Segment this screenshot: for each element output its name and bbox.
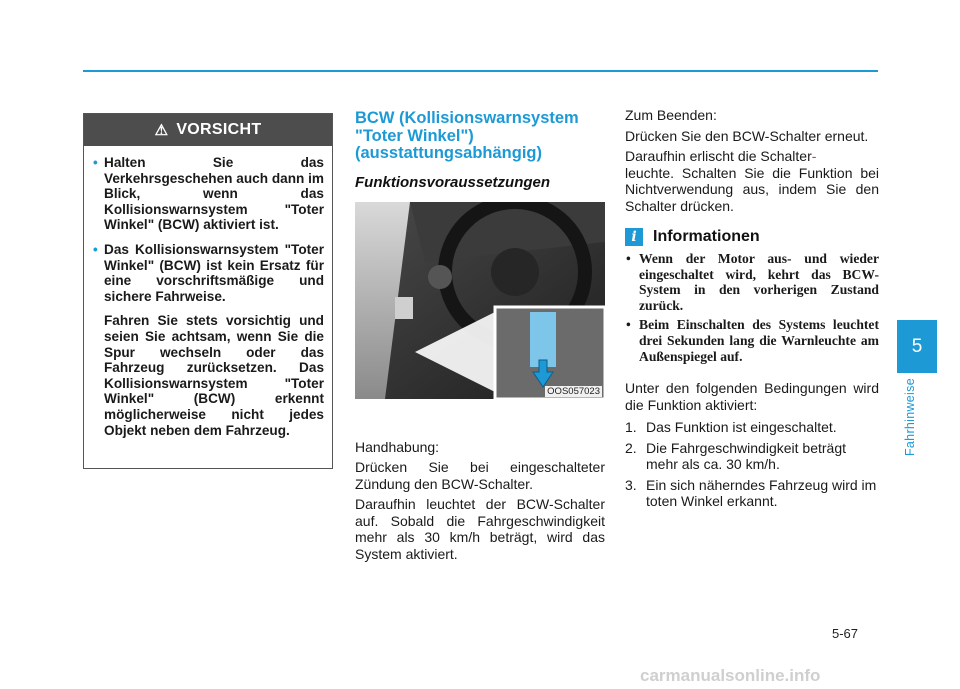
conditions-list [625,419,879,510]
caution-header [84,114,332,146]
info-item [626,251,879,313]
condition-number: 3. [625,476,637,493]
info-header [625,228,879,246]
caution-extra-text: Fahren Sie stets vorsichtig und seien Sie achtsam, wenn Sie die Spur wechseln oder das Fahrzeug zurücksetzen. Das Kollisionswarnsystem "Toter Winkel" (BCW) erkennt möglicherweise nicht jedes Objekt neben dem Fahrzeug. [104,313,324,438]
right-paragraph-2-part-a: Daraufhin erlischt die Schalter [625,148,812,164]
condition-number: 2. [625,439,637,456]
info-title: Informationen [653,228,760,245]
right-column [625,107,879,514]
section-subtitle: Funktionsvoraussetzungen [355,173,551,191]
chapter-label: Fahrhinweise [903,378,917,456]
condition-text: Ein sich näherndes Fahrzeug wird im toten Winkel erkannt. [646,476,877,510]
right-paragraph-1: Drücken Sie den BCW-Schalter erneut. [625,127,869,144]
caution-body [84,146,332,438]
mid-paragraph-1: Drücken Sie bei eingeschalteter Zündung den BCW-Schalter. [355,459,605,492]
right-paragraph-2-part-b: leuchte. Schalten Sie die Funktion bei Nichtverwendung aus, indem Sie den Schalter drücken. [625,164,879,214]
image-code: OOS057023 [547,385,600,397]
caution-box [83,113,333,469]
info-item-text: Beim Einschalten des Systems leuchtet drei Sekunden lang die Warnleuchte am Außenspiegel auf. [639,317,879,364]
condition-item [625,440,879,473]
page-number: 5-67 [832,626,859,641]
red-hyphen: - [811,148,817,164]
dashboard-illustration [355,202,605,399]
info-item [626,317,879,364]
warning-triangle-icon: ⚠ [154,122,169,139]
middle-column [355,110,605,566]
caution-bullet-text: Das Kollisionswarnsystem "Toter Winkel" (BCW) ist kein Ersatz für eine vorschriftsmäßige und sichere Fahrweise. [104,241,324,304]
condition-number: 1. [625,419,637,436]
right-paragraph-2 [625,148,879,214]
condition-text: Die Fahrgeschwindigkeit beträgt mehr als ca. 30 km/h. [646,439,846,473]
bullet-icon: • [626,317,631,333]
bullet-icon: • [626,251,631,266]
condition-text: Das Funktion ist eingeschaltet. [646,419,837,436]
chapter-number-tab: 5 [897,320,937,373]
info-item-text: Wenn der Motor aus- und wieder eingeschaltet wird, kehrt das BCW-System in den vorherigen Zustand zurück. [639,251,879,313]
bullet-icon: • [93,155,98,170]
mid-paragraph-2: Daraufhin leuchtet der BCW-Schalter auf. Sobald die Fahrgeschwindigkeit mehr als 30 km/h beträgt, wird das System aktiviert. [355,496,605,562]
caution-bullet [93,155,324,233]
bullet-icon: • [93,241,98,257]
caution-bullet [93,241,324,438]
conditions-intro: Unter den folgenden Bedingungen wird die Funktion aktiviert: [625,380,879,413]
caution-title: VORSICHT [176,121,262,138]
beenden-label: Zum Beenden: [625,107,717,123]
info-icon: i [625,228,643,246]
condition-item [625,477,879,510]
handhabung-label: Handhabung: [355,438,440,455]
caution-bullet-text: Halten Sie das Verkehrsgeschehen auch dann im Blick, wenn das Kollisionswarnsystem "Toter Winkel" (BCW) aktiviert ist. [104,155,324,233]
header-rule [83,70,878,72]
dashboard-photo [355,202,605,399]
watermark: carmanualsonline.info [640,666,821,685]
info-list [625,251,879,364]
condition-item [625,419,879,436]
section-title: BCW (Kollisionswarnsystem "Toter Winkel") (ausstattungsabhängig) [355,109,579,162]
